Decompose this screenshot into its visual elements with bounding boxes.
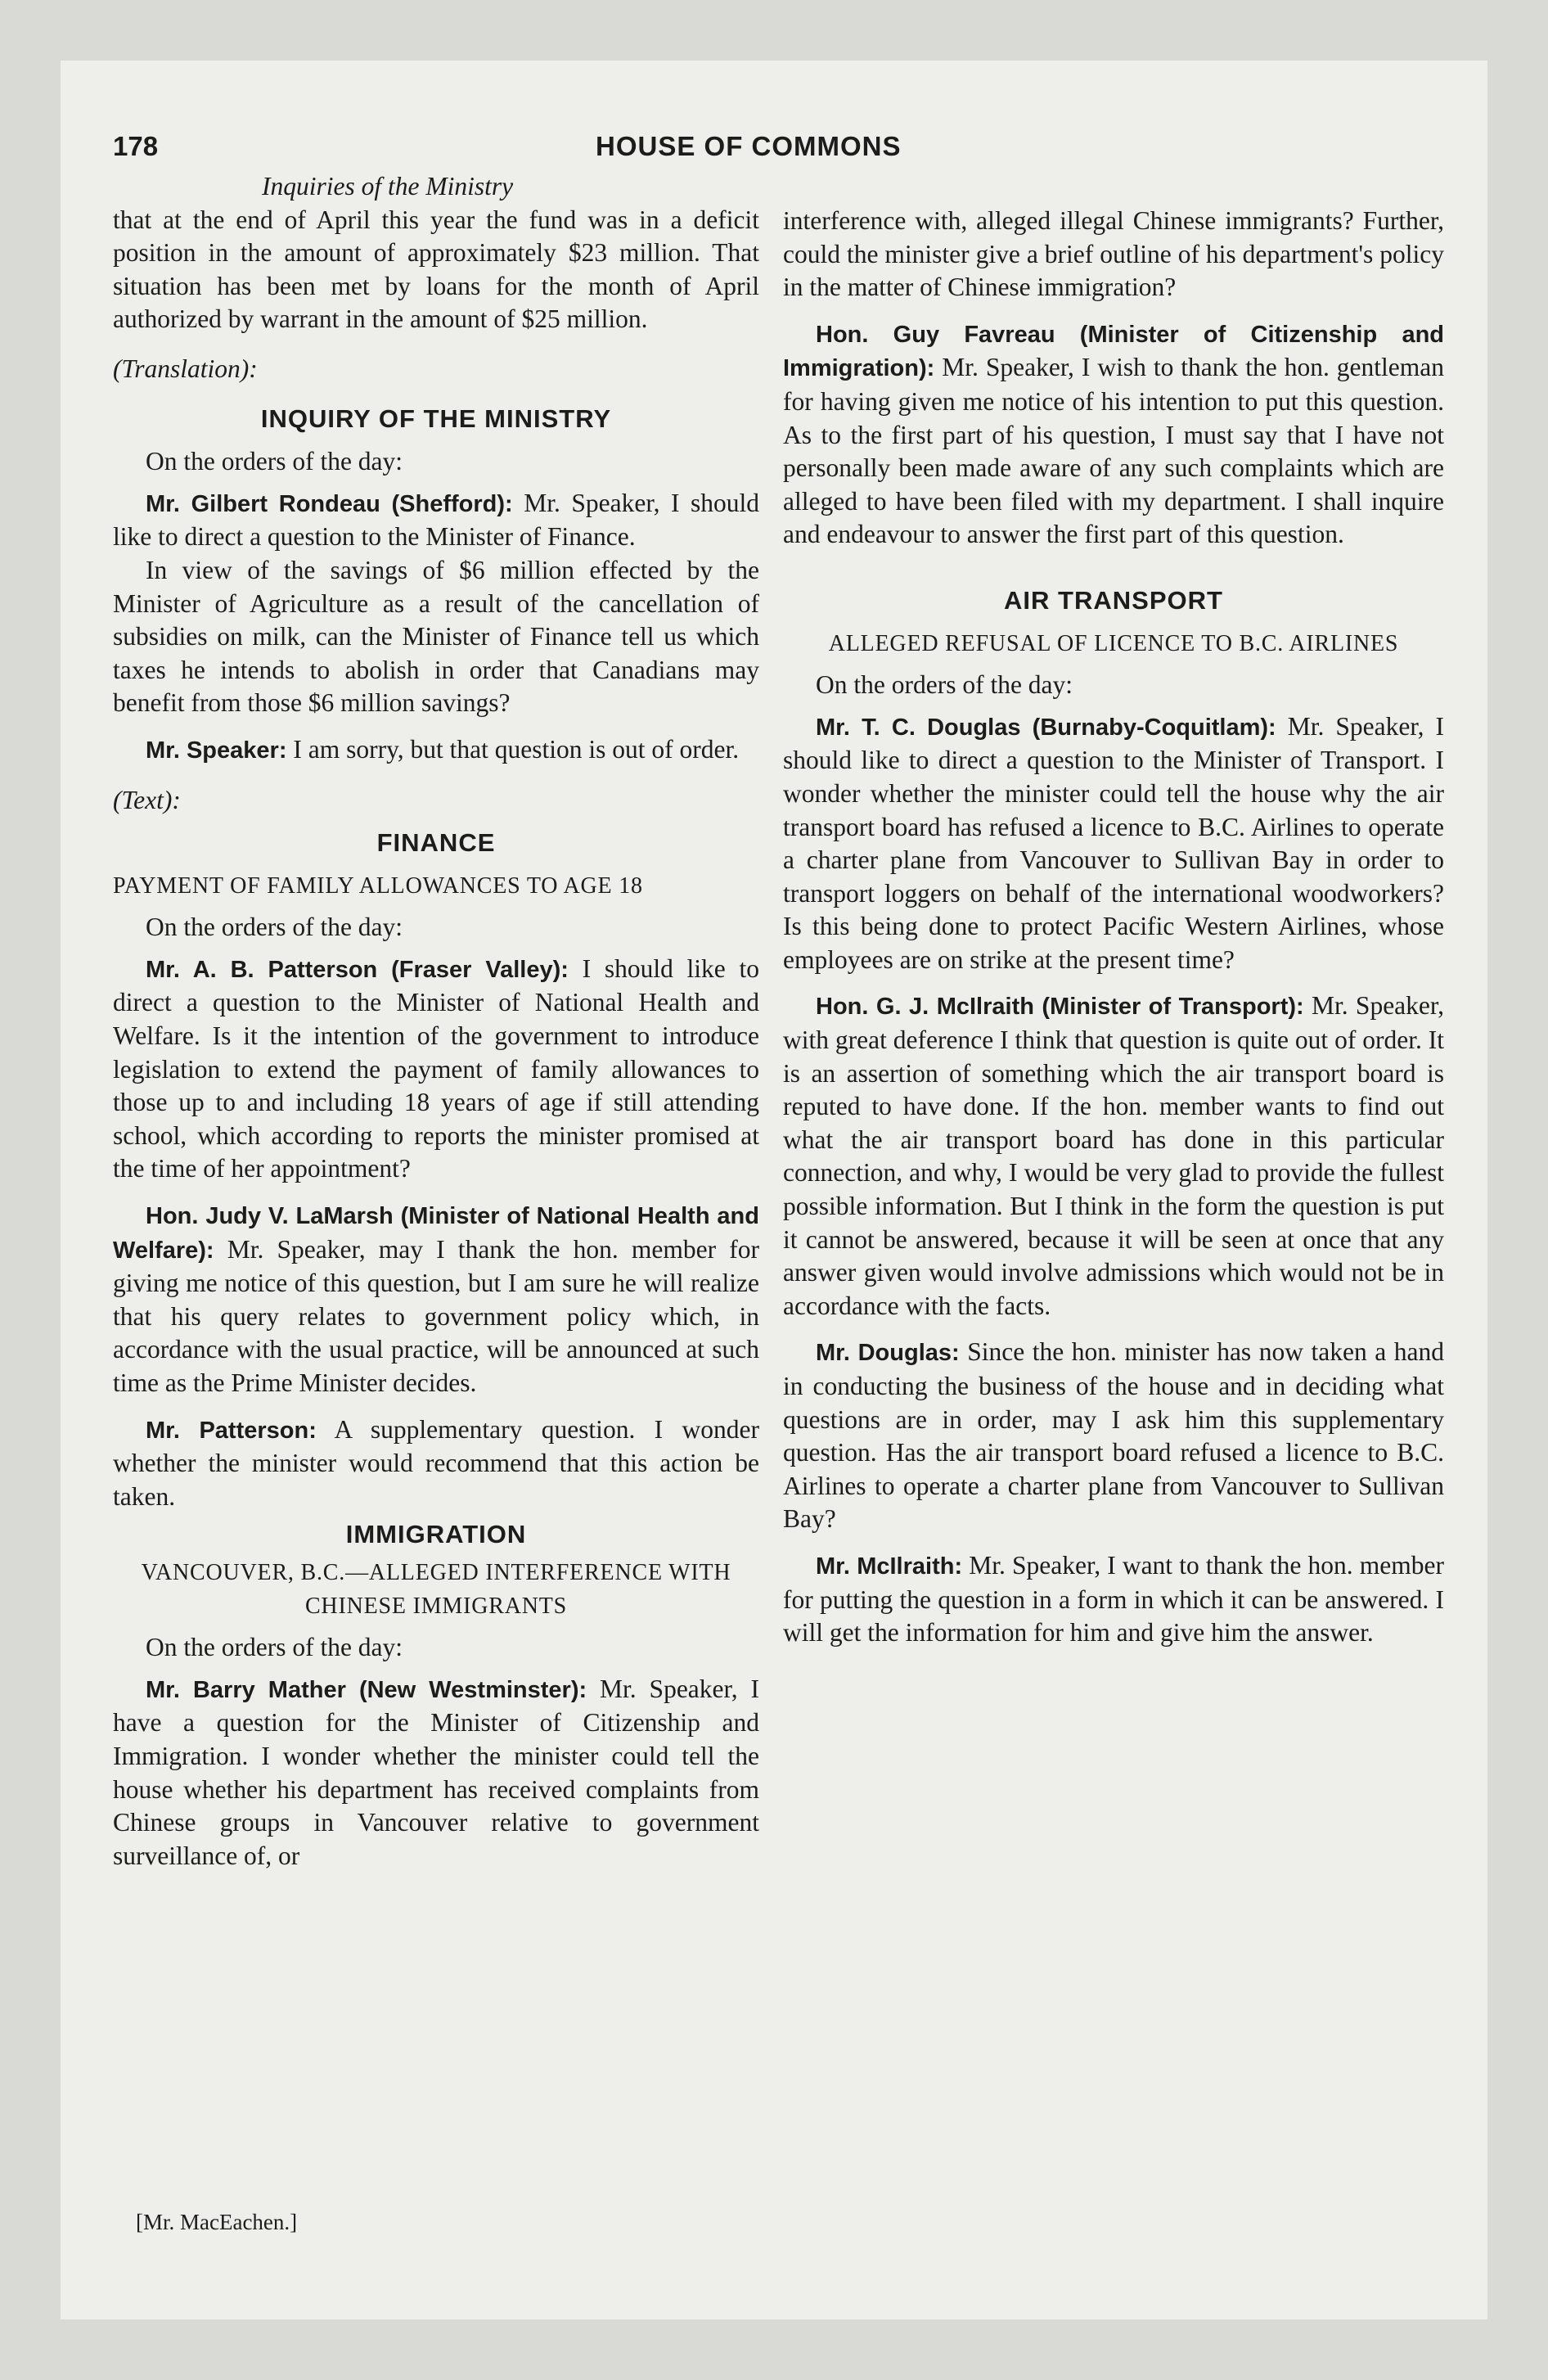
- speech-text: I should like to direct a question to the Minister of National Health and Welfare. Is it the intention of the government to introduce legislation to extend the payment of family allowances to those up to and including 18 years of age if still attending school, which according to reports the minister promised at the time of her appointment?: [113, 953, 759, 1183]
- translation-note: (Translation):: [113, 354, 258, 383]
- running-head: [113, 131, 1438, 172]
- speech-paragraph: [113, 953, 759, 1186]
- footer-note: [Mr. MacEachen.]: [136, 2210, 298, 2234]
- speech-text: Mr. Speaker, with great deference I think that question is quite out of order. It is an assertion of something which the air transport board is reputed to have done. If the hon. member wants to find out what the air transport board has done in this particular connection, and why, I would be very glad to provide the fullest possible information. But I think in the form the question is put it cannot be answered, because it will be seen at once that any answer given would involve admissions which would not be in accordance with the facts.: [783, 991, 1445, 1320]
- speech-text: A supplementary question. I wonder whether the minister would recommend that this action be taken.: [113, 1414, 760, 1511]
- speech-text: I am sorry, but that question is out of order.: [286, 734, 740, 764]
- speech-paragraph: [783, 1549, 1444, 1650]
- section-subtitle: Inquiries of the Ministry: [262, 172, 514, 201]
- speech-text: Mr. Speaker, I wish to thank the hon. gentleman for having given me notice of his intention to put this question. As to the first part of his question, I must say that I have not personally been made aware of any such complaints which are alleged to have been filed with my department. I shall inquire and endeavour to answer the first part of this question.: [783, 353, 1444, 549]
- speech-text: Mr. Speaker, I have a question for the Minister of Citizenship and Immigration. I wonder whether the minister could tell the house whether his department has received complaints from Chinese groups in Vancouver relative to government surveillance of, or: [113, 1674, 759, 1870]
- speech-text: Since the hon. minister has now taken a hand in conducting the business of the house and in deciding what questions are in order, may I ask him this supplementary question. Has the air transport board refused a licence to B.C. Airlines to operate a charter plane from Vancouver to Sullivan Bay?: [783, 1337, 1445, 1534]
- section-subheading: PAYMENT OF FAMILY ALLOWANCES TO AGE 18: [113, 872, 643, 899]
- speaker-name: Mr. Barry Mather (New Westminster):: [146, 1676, 587, 1703]
- speaker-name: Mr. Speaker:: [146, 737, 287, 764]
- orders-of-day: On the orders of the day:: [146, 1633, 403, 1662]
- speech-text: Mr. Speaker, I should like to direct a question to the Minister of Transport. I wonder whether the minister could tell the house why the air transport board has refused a licence to B.C. Airlines to operate a charter plane from Vancouver to Sullivan Bay in order to transport loggers on behalf of the international woodworkers? Is this being done to protect Pacific Western Airlines, whose employees are on strike at the present time?: [783, 711, 1444, 974]
- speaker-name: Mr. McIlraith:: [816, 1553, 963, 1580]
- section-heading: FINANCE: [376, 828, 496, 858]
- speaker-name: Hon. Guy Favreau (Minister of Citizenship and Immigration):: [783, 321, 1444, 382]
- speech-text: Mr. Speaker, I should like to direct a question to the Minister of Finance.: [113, 488, 760, 552]
- speech-text: Mr. Speaker, I want to thank the hon. member for putting the question in a form in which it can be answered. I will get the information for him and give him the answer.: [783, 1550, 1444, 1648]
- page-number: 178: [113, 131, 159, 161]
- speech-paragraph: [113, 1673, 759, 1873]
- speaker-name: Mr. Gilbert Rondeau (Shefford):: [146, 490, 513, 517]
- page-title: HOUSE OF COMMONS: [596, 131, 902, 161]
- speaker-name: Hon. G. J. McIlraith (Minister of Transport):: [816, 994, 1304, 1021]
- paragraph: that at the end of April this year the fund was in a deficit position in the amount of approximately $23 million. That situation has been met by loans for the month of April authorized by warrant in the amount of $25 million.: [113, 205, 759, 334]
- speaker-name: Mr. A. B. Patterson (Fraser Valley):: [146, 956, 569, 983]
- left-column: [113, 170, 759, 1873]
- speech-paragraph: [113, 1199, 759, 1400]
- right-column: [783, 205, 1444, 1650]
- speaker-name: Hon. Judy V. LaMarsh (Minister of National Health and Welfare):: [113, 1203, 759, 1264]
- section-heading: IMMIGRATION: [345, 1520, 527, 1549]
- speech-paragraph: [113, 733, 759, 768]
- speaker-name: Mr. T. C. Douglas (Burnaby-Coquitlam):: [816, 714, 1276, 741]
- text-note: (Text):: [113, 785, 181, 814]
- orders-of-day: On the orders of the day:: [146, 447, 403, 476]
- speech-paragraph: In view of the savings of $6 million effected by the Minister of Agriculture as a result of the cancellation of subsidies on milk, can the Minister of Finance tell us which taxes he intends to abolish in order that Canadians may benefit from those $6 million savings?: [113, 555, 759, 718]
- speech-paragraph: [113, 487, 759, 554]
- section-heading: AIR TRANSPORT: [1004, 585, 1223, 615]
- speaker-name: Mr. Douglas:: [816, 1340, 960, 1367]
- speech-text: Mr. Speaker, may I thank the hon. member for giving me notice of this question, but I am sure he will realize that his query relates to government policy which, in accordance with the usual practice, will be announced at such time as the Prime Minister decides.: [113, 1234, 759, 1397]
- section-subheading: VANCOUVER, B.C.—ALLEGED INTERFERENCE WITH: [141, 1559, 731, 1585]
- speech-paragraph: [113, 1413, 759, 1514]
- orders-of-day: On the orders of the day:: [816, 670, 1073, 700]
- speech-paragraph: [783, 1336, 1444, 1536]
- paragraph: interference with, alleged illegal Chinese immigrants? Further, could the minister give a brief outline of his department's policy in the matter of Chinese immigration?: [783, 206, 1444, 302]
- speaker-name: Mr. Patterson:: [146, 1417, 317, 1444]
- speech-paragraph: [783, 989, 1444, 1323]
- speech-paragraph: [783, 318, 1444, 552]
- orders-of-day: On the orders of the day:: [146, 913, 403, 942]
- section-subheading: ALLEGED REFUSAL OF LICENCE TO B.C. AIRLINES: [828, 630, 1399, 656]
- speech-paragraph: [783, 710, 1444, 977]
- section-subheading: CHINESE IMMIGRANTS: [304, 1593, 568, 1619]
- section-heading: INQUIRY OF THE MINISTRY: [260, 403, 612, 433]
